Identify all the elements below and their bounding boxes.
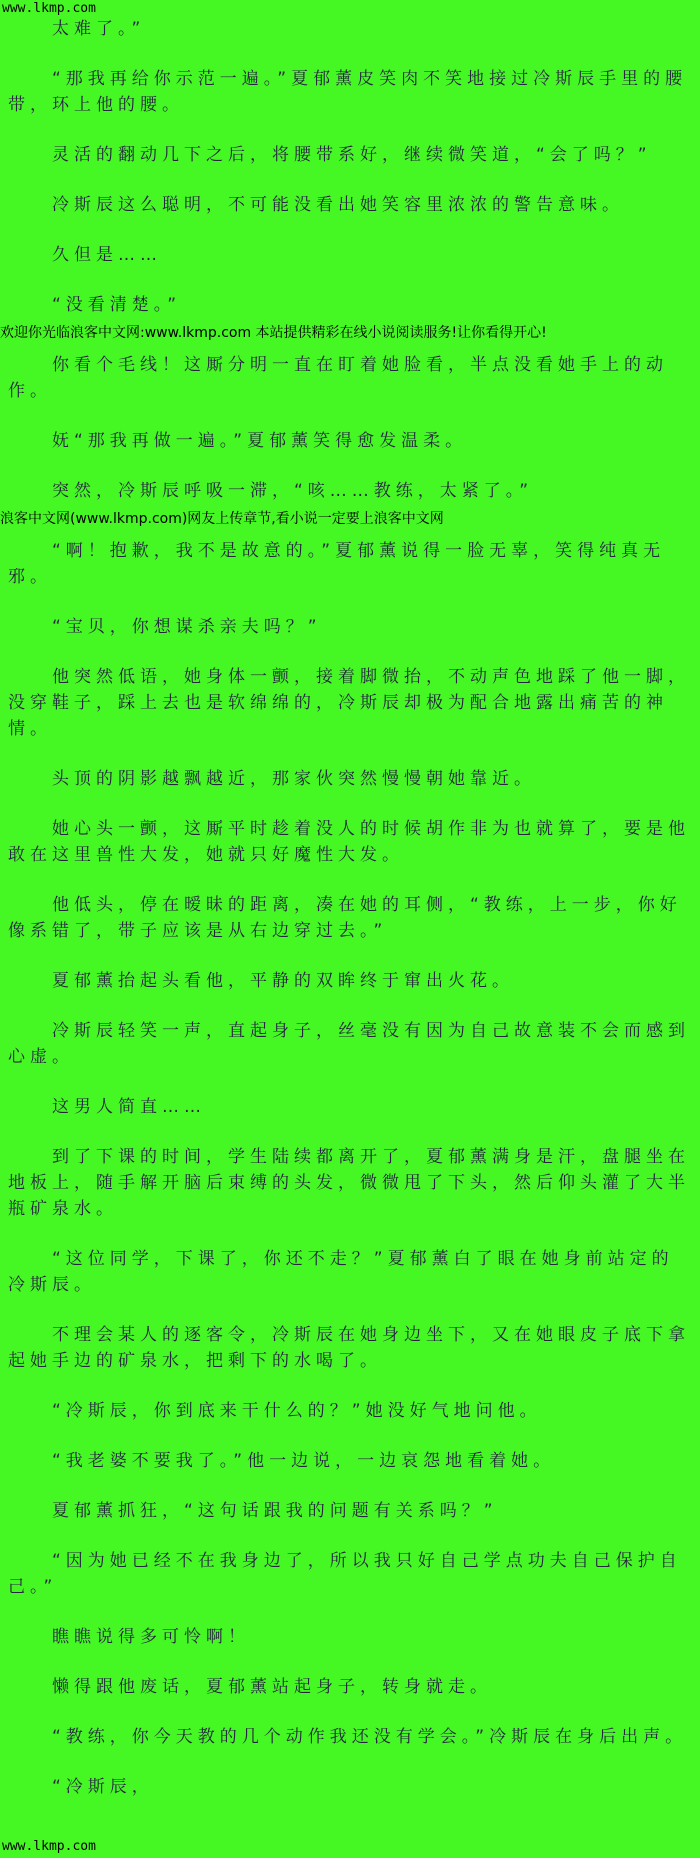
novel-paragraph: “冷斯辰， (52, 1777, 154, 1797)
novel-paragraph: “宝贝，你想谋杀亲夫吗？” (52, 617, 322, 637)
novel-paragraph: “因为她已经不在我身边了，所以我只好自己学点功夫自己保护自己。” (8, 1551, 682, 1597)
novel-paragraph: 妩“那我再做一遍。”夏郁薰笑得愈发温柔。 (52, 431, 468, 451)
site-watermark-line: 欢迎你光临浪客中文网:www.lkmp.com 本站提供精彩在线小说阅读服务!让你看得开心! (0, 325, 547, 341)
novel-paragraph: 久但是…… (52, 245, 162, 265)
novel-paragraph: “那我再给你示范一遍。”夏郁薰皮笑肉不笑地接过冷斯辰手里的腰带，环上他的腰。 (8, 69, 688, 115)
novel-paragraph: 太难了。” (52, 19, 146, 39)
novel-paragraph: 突然，冷斯辰呼吸一滞，“咳……教练，太紧了。” (52, 481, 534, 501)
novel-paragraph: “冷斯辰，你到底来干什么的？”她没好气地问他。 (52, 1401, 542, 1421)
novel-paragraph: 到了下课的时间，学生陆续都离开了，夏郁薰满身是汗，盘腿坐在地板上，随手解开脑后束缚的头发，微微甩了下头，然后仰头灌了大半瓶矿泉水。 (8, 1147, 690, 1219)
site-watermark-line: 浪客中文网(www.lkmp.com)网友上传章节,看小说一定要上浪客中文网 (0, 511, 444, 527)
novel-paragraph: 她心头一颤，这厮平时趁着没人的时候胡作非为也就算了，要是他敢在这里兽性大发，她就只好魔性大发。 (8, 819, 690, 865)
novel-paragraph: 冷斯辰轻笑一声，直起身子，丝毫没有因为自己故意装不会而感到心虚。 (8, 1021, 690, 1067)
novel-paragraph: “这位同学，下课了，你还不走？”夏郁薰白了眼在她身前站定的冷斯辰。 (8, 1249, 674, 1295)
novel-paragraph: 懒得跟他废话，夏郁薰站起身子，转身就走。 (52, 1677, 492, 1697)
novel-paragraph: “没看清楚。” (52, 295, 182, 315)
novel-paragraph: 夏郁薰抬起头看他，平静的双眸终于窜出火花。 (52, 971, 514, 991)
novel-paragraph: 夏郁薰抓狂，“这句话跟我的问题有关系吗？” (52, 1501, 498, 1521)
site-url-watermark-top: www.lkmp.com (2, 1, 96, 16)
novel-paragraph: 灵活的翻动几下之后，将腰带系好，继续微笑道，“会了吗？” (52, 145, 652, 165)
site-url-watermark-bottom: www.lkmp.com (2, 1839, 96, 1854)
novel-paragraph: “我老婆不要我了。”他一边说，一边哀怨地看着她。 (52, 1451, 556, 1471)
novel-paragraph: 头顶的阴影越飘越近，那家伙突然慢慢朝她靠近。 (52, 769, 536, 789)
novel-paragraph: 瞧瞧说得多可怜啊！ (52, 1627, 250, 1647)
novel-paragraph: 不理会某人的逐客令，冷斯辰在她身边坐下，又在她眼皮子底下拿起她手边的矿泉水，把剩下的水喝了。 (8, 1325, 690, 1371)
novel-paragraph: 他低头，停在暧昧的距离，凑在她的耳侧，“教练，上一步，你好像系错了，带子应该是从右边穿过去。” (8, 895, 682, 941)
novel-paragraph: 这男人简直…… (52, 1097, 206, 1117)
novel-paragraph: 你看个毛线！这厮分明一直在盯着她脸看，半点没看她手上的动作。 (8, 355, 668, 401)
novel-paragraph: 他突然低语，她身体一颤，接着脚微抬，不动声色地踩了他一脚，没穿鞋子，踩上去也是软绵绵的，冷斯辰却极为配合地露出痛苦的神情。 (8, 667, 690, 739)
novel-paragraph: “教练，你今天教的几个动作我还没有学会。”冷斯辰在身后出声。 (52, 1727, 688, 1747)
novel-paragraph: 冷斯辰这么聪明，不可能没看出她笑容里浓浓的警告意味。 (52, 195, 624, 215)
novel-paragraph: “啊！抱歉，我不是故意的。”夏郁薰说得一脸无辜，笑得纯真无邪。 (8, 541, 666, 587)
